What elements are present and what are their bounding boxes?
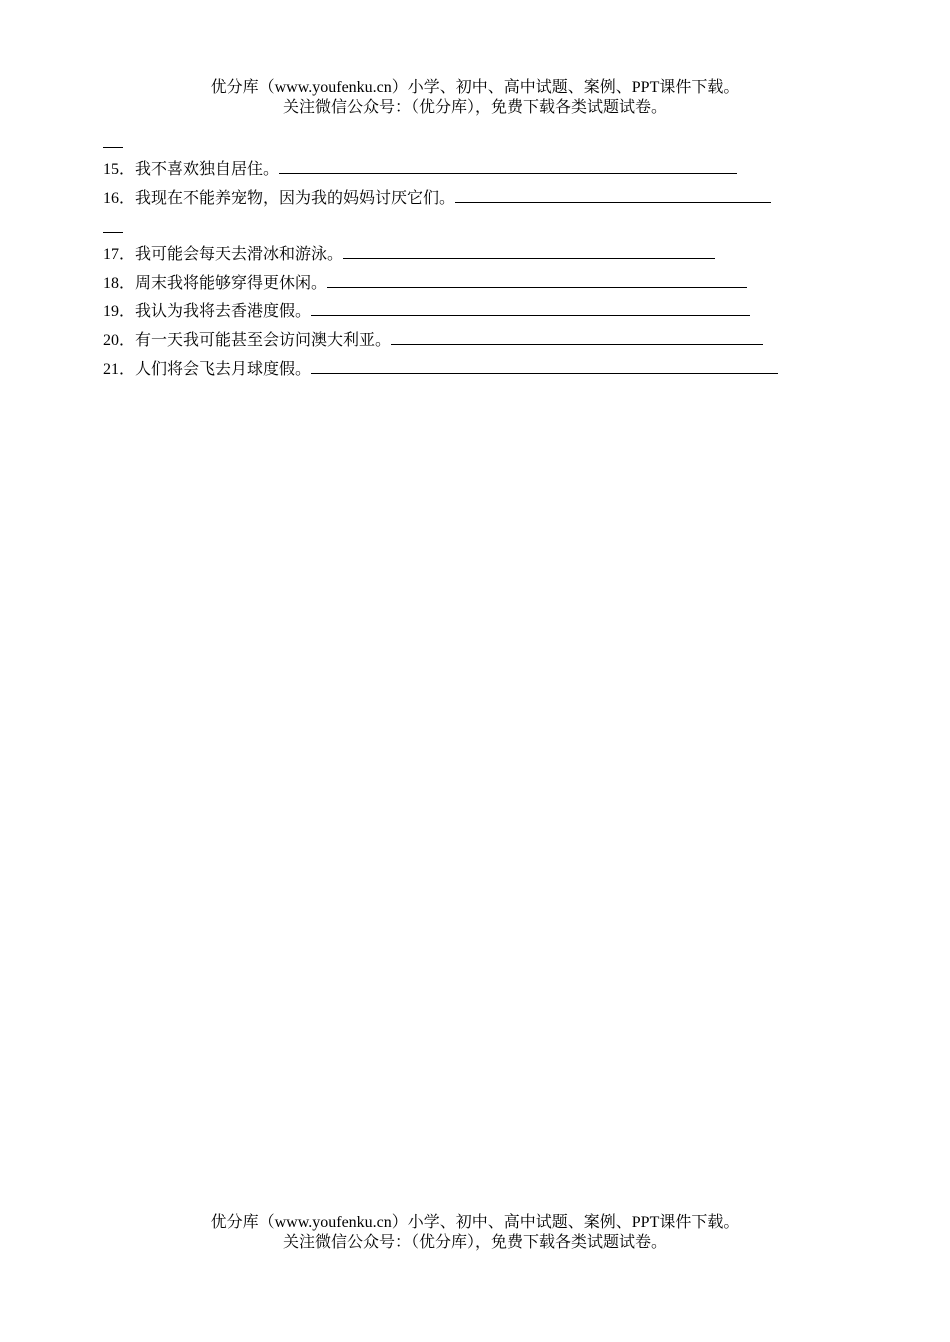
- continuation-dash: [103, 232, 123, 233]
- page-footer: [0, 1213, 950, 1253]
- question-20: [103, 328, 763, 350]
- question-text: 我认为我将去香港度假。: [135, 303, 312, 320]
- answer-blank[interactable]: [327, 271, 747, 288]
- question-text: 我现在不能养宠物，因为我的妈妈讨厌它们。: [135, 190, 456, 207]
- page-header: [0, 78, 950, 118]
- answer-blank[interactable]: [455, 186, 771, 203]
- answer-blank[interactable]: [279, 157, 737, 174]
- question-18: [103, 271, 747, 293]
- footer-line-2: 关注微信公众号：（优分库），免费下载各类试题试卷。: [282, 1234, 667, 1251]
- header-line-2: 关注微信公众号：（优分库），免费下载各类试题试卷。: [282, 99, 667, 116]
- answer-blank[interactable]: [343, 242, 715, 259]
- question-17: [103, 242, 715, 264]
- question-number: 19．: [103, 303, 136, 320]
- question-19: [103, 299, 750, 321]
- question-number: 18．: [103, 275, 136, 292]
- answer-blank[interactable]: [391, 328, 763, 345]
- question-number: 21．: [103, 361, 136, 378]
- question-21: [103, 357, 778, 379]
- answer-blank[interactable]: [311, 357, 778, 374]
- footer-line-1: 优分库（www.youfenku.cn）小学、初中、高中试题、案例、PPT课件下载。: [210, 1214, 740, 1231]
- answer-blank[interactable]: [311, 299, 750, 316]
- question-number: 15．: [103, 161, 136, 178]
- question-text: 我可能会每天去滑冰和游泳。: [135, 246, 344, 263]
- header-line-1: 优分库（www.youfenku.cn）小学、初中、高中试题、案例、PPT课件下载。: [210, 79, 740, 96]
- question-text: 人们将会飞去月球度假。: [135, 361, 312, 378]
- question-15: [103, 157, 737, 179]
- question-text: 我不喜欢独自居住。: [135, 161, 280, 178]
- question-number: 20．: [103, 332, 136, 349]
- continuation-dash: [103, 147, 123, 148]
- question-number: 16．: [103, 190, 136, 207]
- question-number: 17．: [103, 246, 136, 263]
- question-text: 周末我将能够穿得更休闲。: [135, 275, 328, 292]
- question-text: 有一天我可能甚至会访问澳大利亚。: [135, 332, 392, 349]
- question-16: [103, 186, 771, 208]
